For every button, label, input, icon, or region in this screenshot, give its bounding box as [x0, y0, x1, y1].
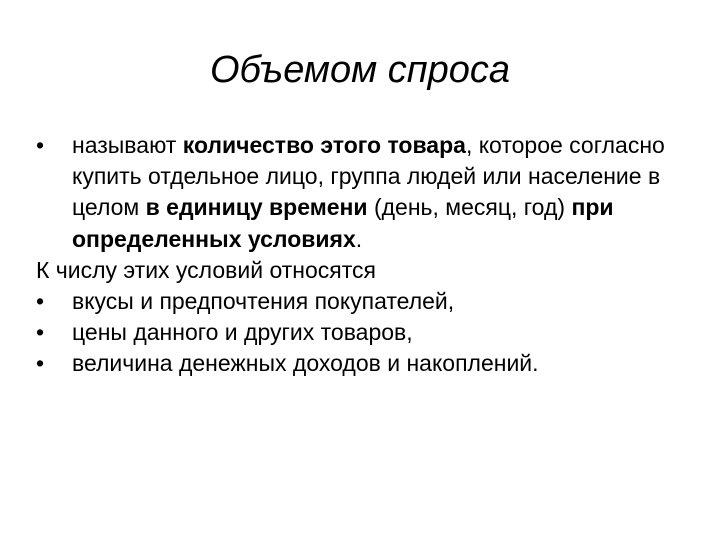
- definition-text-part: называют: [72, 132, 183, 158]
- slide-body: [36, 130, 696, 380]
- definition-bullet: [36, 130, 696, 255]
- definition-bold-quantity: количество этого товара: [182, 132, 466, 158]
- slide-title: Объемом спроса: [209, 49, 511, 91]
- condition-bullet: [36, 348, 696, 379]
- definition-text-part: , которое согласно купить отдельное лицо, группа людей или население в целом: [72, 132, 665, 221]
- definition-text: [72, 132, 665, 252]
- condition-bullet: [36, 286, 696, 317]
- definition-text-part: .: [355, 225, 363, 252]
- conditions-intro: К числу этих условий относятся: [36, 256, 376, 283]
- definition-text-part: (день, месяц, год): [367, 194, 572, 221]
- condition-bullet: [36, 317, 696, 348]
- bullet-icon: •: [36, 350, 45, 377]
- condition-text: величина денежных доходов и накоплений.: [72, 350, 539, 377]
- bullet-icon: •: [36, 319, 45, 346]
- condition-text: вкусы и предпочтения покупателей,: [72, 288, 455, 315]
- definition-bold-conditions: при определенных условиях: [72, 194, 614, 252]
- bullet-icon: •: [36, 288, 45, 315]
- condition-text: цены данного и других товаров,: [72, 319, 413, 346]
- definition-bold-time: в единицу времени: [145, 194, 368, 221]
- bullet-icon: •: [36, 132, 45, 158]
